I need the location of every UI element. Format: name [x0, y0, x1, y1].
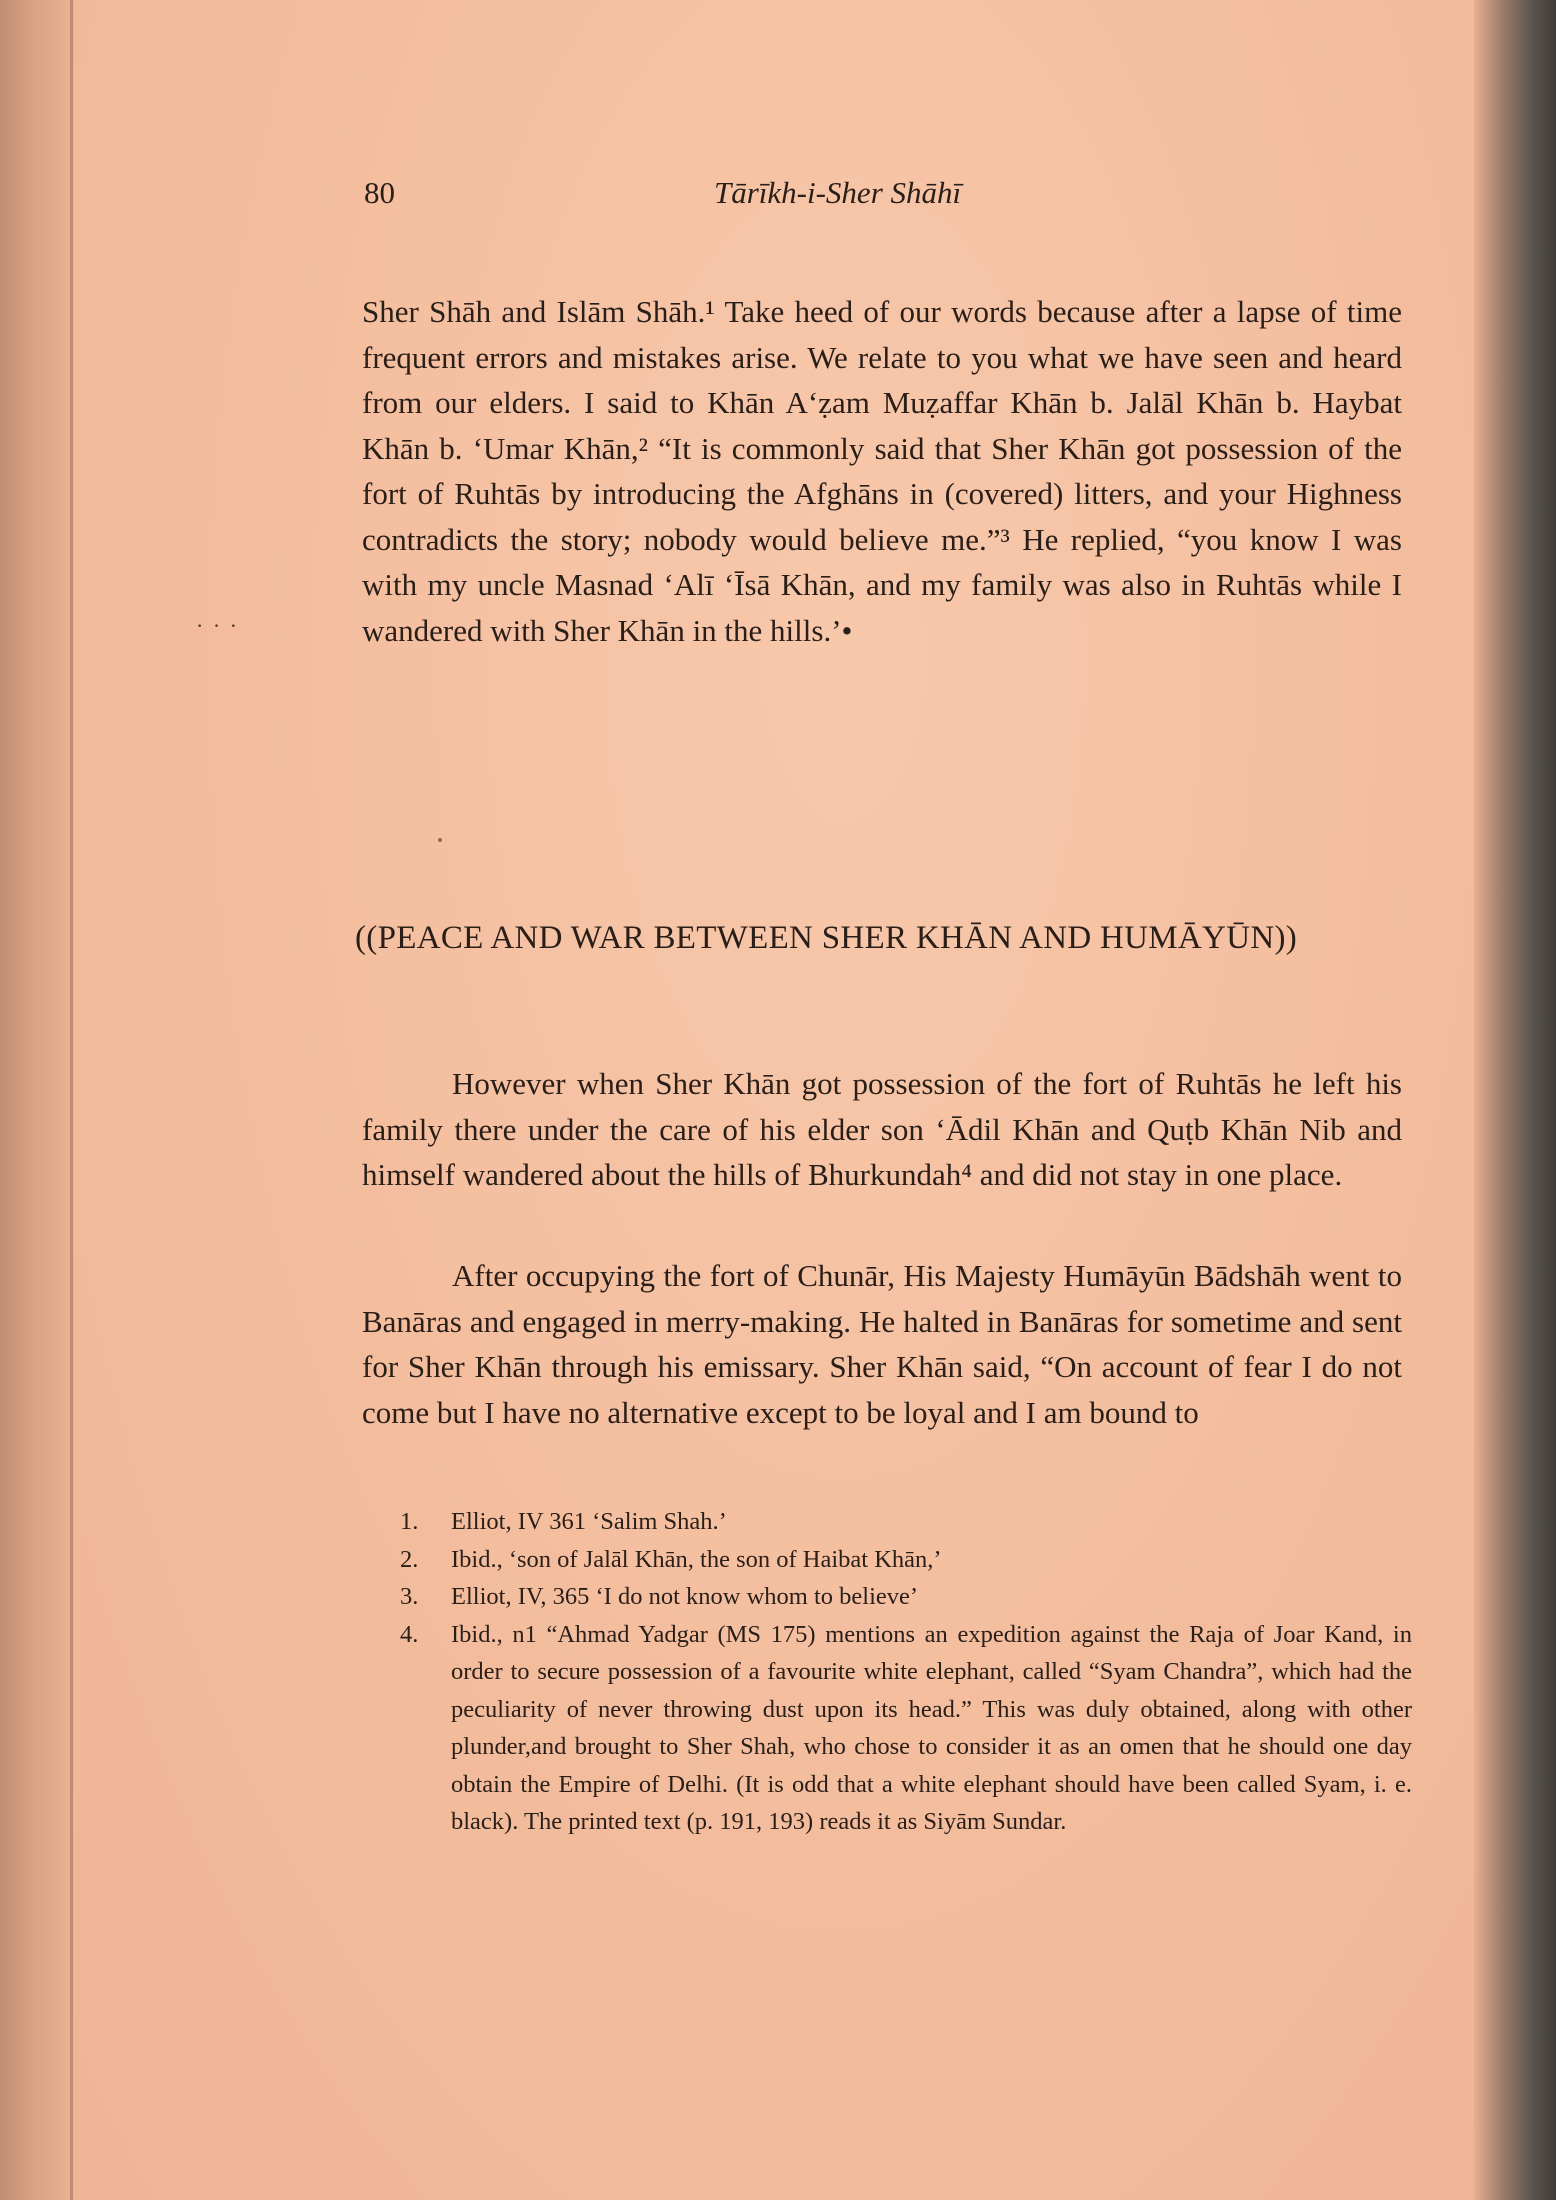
footnote-text: Ibid., n1 “Ahmad Yadgar (MS 175) mentions an expedition against the Raja of Joar Kand, in order to secure possession of a favourite white elephant, called “Syam Chandra”, which had the peculiarity of never throwing dust upon its head.” This was duly obtained, along with other plunder,and brought to Sher Shah, who chose to consider it as an omen that he should one day obtain the Empire of Delhi. (It is odd that a white elephant should have been called Syam, i. e. black). The printed text (p. 191, 193) reads it as Siyām Sundar.	[451, 1620, 1412, 1835]
binding-edge-line	[70, 0, 73, 2200]
footnote-1	[400, 1503, 1412, 1541]
running-head: Tārīkh-i-Sher Shāhī	[714, 175, 962, 210]
page-number: 80	[364, 175, 395, 210]
paragraph-2: However when Sher Khān got possession of the fort of Ruhtās he left his family there under the care of his elder son ‘Ādil Khān and Quṭb Khān Nib and himself wandered about the hills of Bhurkundah⁴ and did not stay in one place.	[362, 1066, 1402, 1192]
section-heading: ((PEACE AND WAR BETWEEN SHER KHĀN AND HUMĀYŪN))	[355, 920, 1298, 956]
footnote-4	[400, 1616, 1412, 1841]
paragraph-1: Sher Shāh and Islām Shāh.¹ Take heed of our words because after a lapse of time frequent errors and mistakes arise. We relate to you what we have seen and heard from our elders. I said to Khān A‘ẓam Muẓaffar Khān b. Jalāl Khān b. Haybat Khān b. ‘Umar Khān,² “It is commonly said that Sher Khān got possession of the fort of Ruhtās by introducing the Afghāns in (covered) litters, and your Highness contradicts the story; nobody would believe me.”³ He replied, “you know I was with my uncle Masnad ‘Alī ‘Īsā Khān, and my family was also in Ruhtās while I wandered with Sher Khān in the hills.’•	[362, 294, 1402, 648]
footnote-number: 3.	[400, 1583, 419, 1610]
footnote-number: 2.	[400, 1545, 419, 1573]
footnotes	[400, 1503, 1412, 1841]
page-gutter-left	[0, 0, 74, 2200]
page-edge-shadow	[1474, 0, 1556, 2200]
paragraph-3: After occupying the fort of Chunār, His Majesty Humāyūn Bādshāh went to Banāras and engaged in merry-making. He halted in Banāras for sometime and sent for Sher Khān through his emissary. Sher Khān said, “On account of fear I do not come but I have no alternative except to be loyal and I am bound to	[362, 1258, 1402, 1430]
footnote-2	[400, 1541, 1412, 1579]
footnote-number: 4.	[400, 1620, 419, 1648]
footnote-3	[400, 1578, 1412, 1616]
footnote-number: 1.	[400, 1508, 419, 1535]
paper-speck	[438, 838, 442, 842]
footnote-text: Elliot, IV, 365 ‘I do not know whom to believe’	[451, 1583, 919, 1610]
marginal-dots: · · ·	[196, 613, 239, 638]
footnote-text: Elliot, IV 361 ‘Salim Shah.’	[451, 1508, 727, 1535]
footnote-text: Ibid., ‘son of Jalāl Khān, the son of Haibat Khān,’	[451, 1545, 942, 1573]
